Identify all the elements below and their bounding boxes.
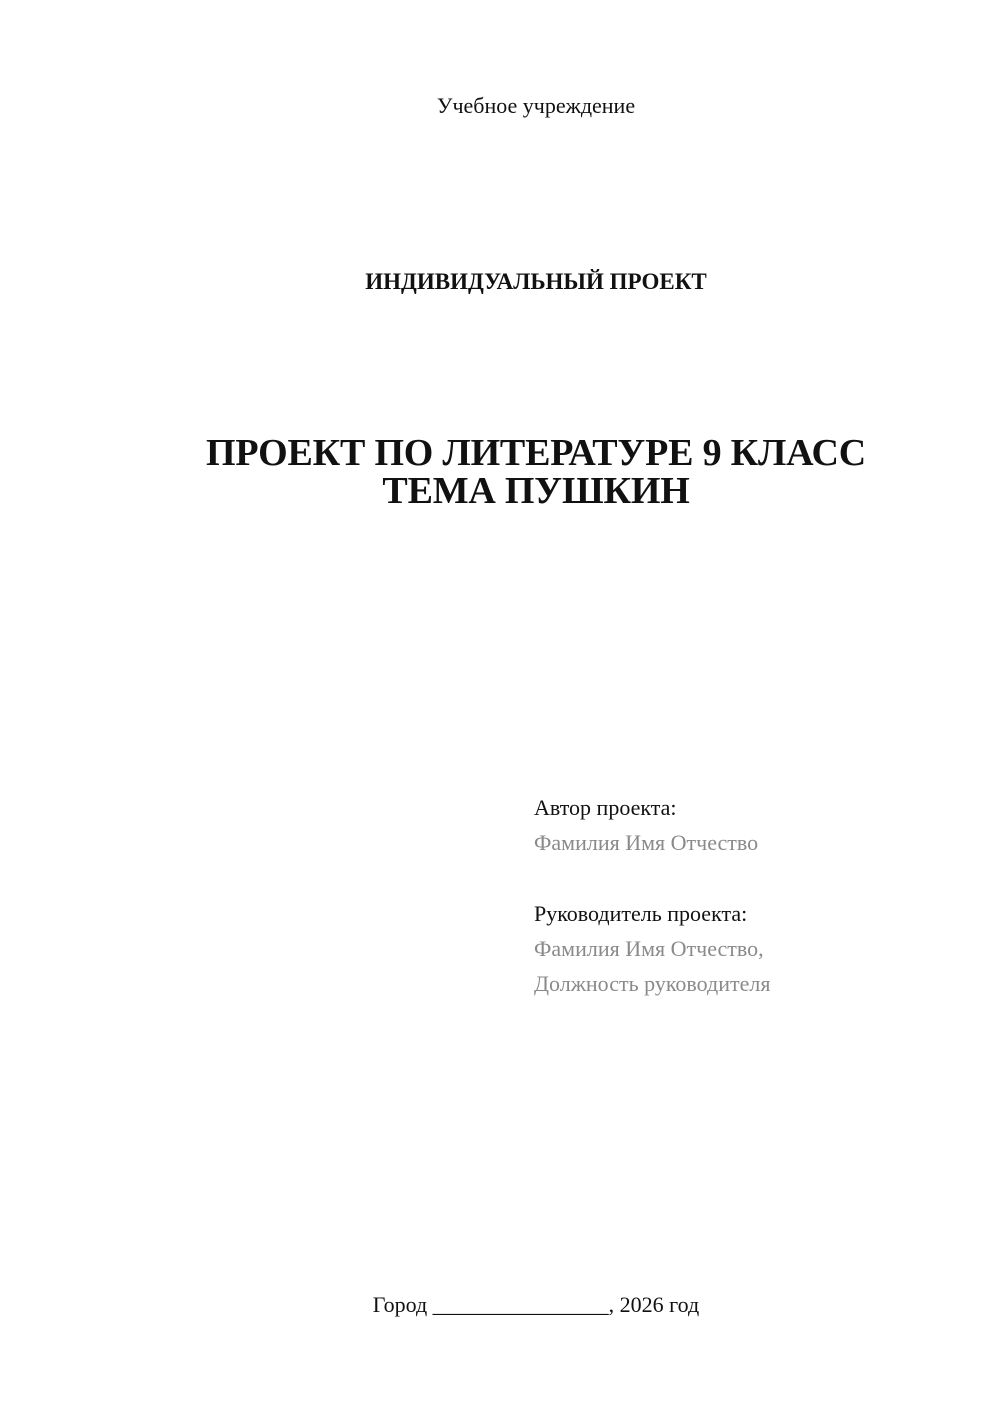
project-title-line-1: ПРОЕКТ ПО ЛИТЕРАТУРЕ 9 КЛАСС: [206, 432, 866, 474]
project-title: [0, 434, 1000, 510]
supervisor-name: Фамилия Имя Отчество,: [534, 936, 764, 961]
author-name: Фамилия Имя Отчество: [534, 830, 759, 855]
project-title-line-2: ТЕМА ПУШКИН: [382, 470, 690, 512]
city-year-line: Город ________________, 2026 год: [372, 1292, 700, 1317]
project-info-block: [534, 790, 770, 1001]
info-spacer: [534, 860, 770, 896]
author-label: Автор проекта:: [534, 795, 677, 820]
institution-name: Учебное учреждение: [436, 93, 636, 118]
supervisor-position: Должность руководителя: [534, 971, 771, 996]
document-type: ИНДИВИДУАЛЬНЫЙ ПРОЕКТ: [365, 269, 707, 294]
supervisor-label: Руководитель проекта:: [534, 901, 748, 926]
